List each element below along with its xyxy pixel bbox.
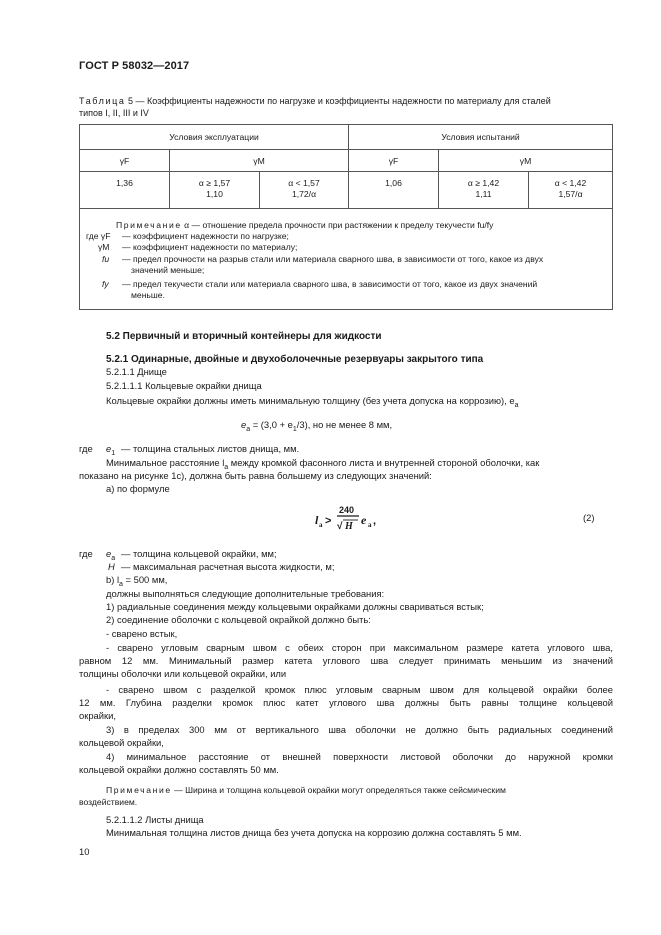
list-item: 1) радиальные соединения между кольцевыми окрайками должны свариваться встык; bbox=[106, 601, 484, 612]
where-symbol bbox=[108, 561, 115, 573]
note-label: Примечание bbox=[106, 785, 172, 795]
table-caption-text: 5 — Коэффициенты надежности по нагрузке и коэффициенты надежности по материалу для сталей bbox=[125, 96, 551, 106]
note-key-gM: γM bbox=[98, 242, 110, 252]
svg-text:a: a bbox=[368, 521, 372, 529]
note-alpha-text: α — отношение предела прочности при растяжении к пределу текучести fu/fy bbox=[184, 220, 494, 230]
text-run: /3), но не менее 8 мм, bbox=[296, 419, 393, 430]
svg-text:240: 240 bbox=[339, 505, 355, 515]
list-item: кольцевой окрайки должно составлять 50 мм. bbox=[79, 764, 279, 775]
list-item: равном 12 мм. Минимальный размер катета углового шва следует принимать меньшим из значений bbox=[79, 655, 613, 666]
note-text-fy-2: меньше. bbox=[131, 290, 165, 300]
where-text: — толщина кольцевой окрайки, мм; bbox=[121, 548, 277, 559]
paragraph: а) по формуле bbox=[106, 483, 170, 494]
note-text-fu-2: значений меньше; bbox=[131, 265, 205, 275]
symbol: e bbox=[106, 548, 112, 559]
section-heading-5-2: 5.2 Первичный и вторичный контейнеры для жидкости bbox=[106, 331, 382, 342]
document-header: ГОСТ Р 58032—2017 bbox=[79, 60, 190, 72]
text-run: Кольцевые окрайки должны иметь минимальную толщину (без учета допуска на коррозию), e bbox=[106, 395, 515, 406]
text-run: = (3,0 + e bbox=[250, 419, 293, 430]
list-item: 2) соединение оболочки с кольцевой окрайкой должно быть: bbox=[106, 614, 371, 625]
cell-line: 1,10 bbox=[206, 189, 223, 199]
table-note bbox=[79, 209, 613, 310]
list-item: окрайки, bbox=[79, 710, 116, 721]
formula-number: (2) bbox=[583, 512, 595, 523]
cell-gM-test-a bbox=[439, 172, 529, 209]
list-item: - сварено угловым сварным швом с обеих сторон при максимальном размере катета углового шва, bbox=[106, 642, 613, 653]
note-paragraph bbox=[106, 784, 613, 796]
paragraph: Минимальная толщина листов днища без учета допуска на коррозию должна составлять 5 мм. bbox=[106, 827, 522, 838]
subscript: a bbox=[246, 425, 251, 433]
cell-line: α ≥ 1,42 bbox=[467, 178, 500, 188]
subscript: a bbox=[224, 463, 229, 471]
paragraph: 5.2.1.1.1 Кольцевые окрайки днища bbox=[106, 380, 262, 391]
note-text-gM: — коэффициент надежности по материалу; bbox=[122, 242, 298, 252]
subheader-gF-operation: γF bbox=[80, 150, 170, 172]
table-caption-line2: типов I, II, III и IV bbox=[79, 108, 149, 118]
symbol: e bbox=[241, 419, 247, 430]
paragraph bbox=[106, 395, 518, 412]
svg-text:l: l bbox=[315, 513, 319, 527]
cell-line: α < 1,42 bbox=[554, 178, 587, 188]
paragraph: должны выполняться следующие дополнительные требования: bbox=[106, 588, 385, 599]
cell-gF-test: 1,06 bbox=[349, 172, 439, 209]
subscript: 1 bbox=[292, 425, 297, 433]
svg-text:>: > bbox=[325, 515, 332, 527]
formula-2-image bbox=[313, 499, 391, 533]
svg-text:√: √ bbox=[337, 521, 343, 532]
table-row bbox=[80, 172, 613, 209]
text-run: Минимальное расстояние l bbox=[106, 457, 225, 468]
cell-gM-test-b bbox=[529, 172, 613, 209]
subheader-gF-test: γF bbox=[349, 150, 439, 172]
where-text: — максимальная расчетная высота жидкости, м; bbox=[121, 561, 335, 572]
svg-text:,: , bbox=[373, 515, 377, 527]
cell-line: 1,72/α bbox=[291, 189, 317, 199]
note-line-1 bbox=[116, 220, 493, 231]
subscript: a bbox=[111, 554, 116, 562]
cell-gM-operation-a bbox=[170, 172, 260, 209]
note-key-fy: fy bbox=[102, 279, 109, 289]
svg-text:H: H bbox=[345, 521, 353, 532]
paragraph: 5.2.1.1.2 Листы днища bbox=[106, 814, 204, 825]
svg-text:a: a bbox=[319, 521, 323, 529]
cell-line: α < 1,57 bbox=[288, 178, 320, 188]
cell-gF-operation: 1,36 bbox=[80, 172, 170, 209]
table-header-row bbox=[80, 125, 613, 150]
subheader-gM-operation: γM bbox=[170, 150, 349, 172]
header-operation: Условия эксплуатации bbox=[80, 125, 349, 150]
where-text: — толщина стальных листов днища, мм. bbox=[121, 443, 300, 454]
note-text-gF: — коэффициент надежности по нагрузке; bbox=[122, 231, 289, 241]
subscript: a bbox=[119, 580, 123, 588]
table-caption bbox=[79, 95, 551, 107]
paragraph: показано на рисунке 1с), должна быть равна большему из следующих значений: bbox=[79, 470, 432, 481]
cell-line: 1,11 bbox=[475, 189, 492, 199]
list-item: 12 мм. Глубина разделки кромок плюс катет углового шва должны быть равны толщине кольцевой bbox=[79, 697, 613, 708]
subscript: 1 bbox=[111, 449, 116, 457]
text-run: = 500 мм, bbox=[122, 574, 168, 585]
table-subheader-row bbox=[80, 150, 613, 172]
note-text: — Ширина и толщина кольцевой окрайки могут определяться также сейсмическим bbox=[171, 785, 506, 795]
list-item: толщины оболочки или кольцевой окрайки, или bbox=[79, 668, 287, 679]
note-text-fu: — предел прочности на разрыв стали или материала сварного шва, в зависимости от того, какое из двух bbox=[122, 254, 544, 264]
note-key-fu: fu bbox=[102, 254, 110, 264]
where-label: где bbox=[79, 548, 93, 559]
cell-line: α ≥ 1,57 bbox=[198, 178, 231, 188]
page-number: 10 bbox=[79, 846, 90, 857]
note-label: Примечание bbox=[116, 220, 182, 230]
list-item: 4) минимальное расстояние от внешней поверхности листовой оболочки до наружной кромки bbox=[106, 751, 613, 762]
paragraph: 5.2.1.1 Днище bbox=[106, 366, 167, 377]
table-caption-label: Таблица bbox=[79, 96, 126, 106]
symbol: e bbox=[106, 443, 112, 454]
cell-gM-operation-b bbox=[260, 172, 349, 209]
list-item: - сварено встык, bbox=[106, 628, 178, 639]
equation-ea bbox=[241, 419, 392, 436]
cell-line: 1,57/α bbox=[558, 189, 583, 199]
svg-text:e: e bbox=[361, 513, 367, 527]
symbol: H bbox=[108, 561, 115, 572]
header-test: Условия испытаний bbox=[349, 125, 613, 150]
list-item: - сварено швом с разделкой кромок плюс угловым сварным швом для кольцевой окрайки более bbox=[106, 684, 613, 695]
list-item: кольцевой окрайки, bbox=[79, 737, 164, 748]
where-label: где bbox=[79, 443, 93, 454]
list-item: 3) в пределах 300 мм от вертикального шва оболочки не должно быть радиальных соединений bbox=[106, 724, 613, 735]
subscript: a bbox=[514, 401, 519, 409]
text-run: b) l bbox=[106, 574, 120, 585]
note-text-fy: — предел текучести стали или материала сварного шва, в зависимости от того, какое из двух значений bbox=[122, 279, 538, 289]
text-run: между кромкой фасонного листа и внутренней стороной оболочки, как bbox=[228, 457, 540, 468]
section-heading-5-2-1: 5.2.1 Одинарные, двойные и двухоболочечные резервуары закрытого типа bbox=[106, 354, 484, 365]
subheader-gM-test: γM bbox=[439, 150, 613, 172]
note-key-gF: где γF bbox=[86, 231, 111, 241]
note-paragraph-line2: воздействием. bbox=[79, 797, 138, 807]
coefficients-table bbox=[79, 124, 613, 209]
